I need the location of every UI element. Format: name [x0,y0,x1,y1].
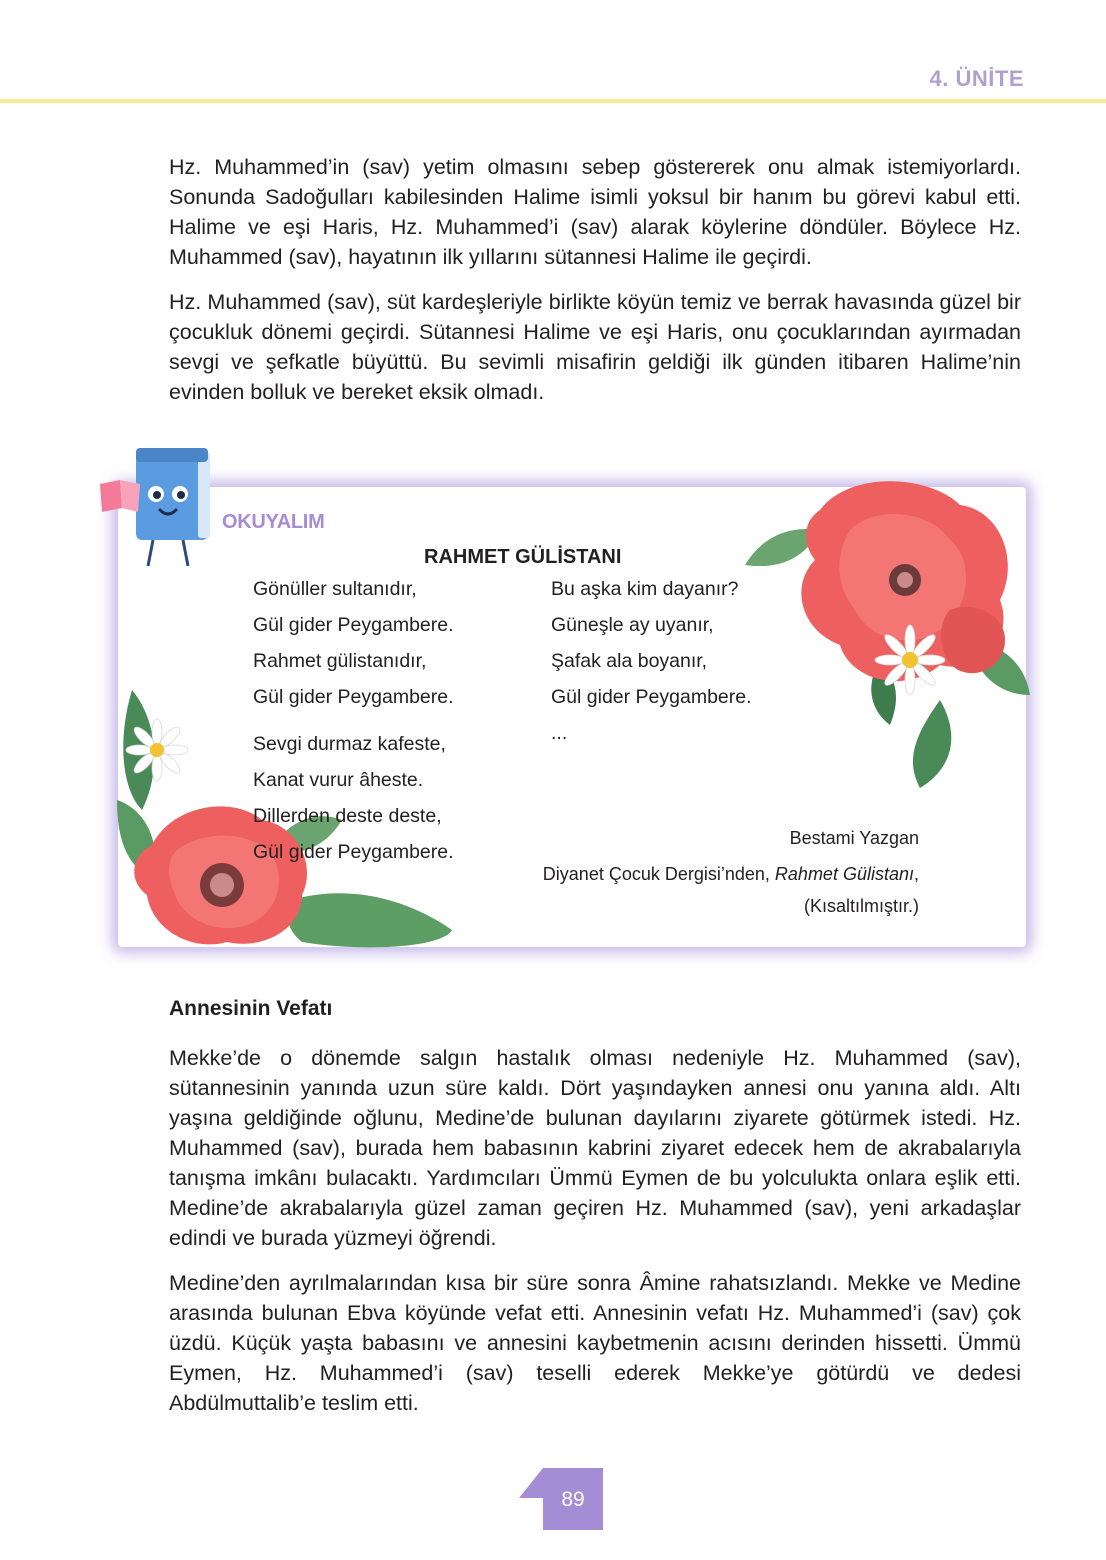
body-paragraph-2: Hz. Muhammed (sav), süt kardeşleriyle birlikte köyün temiz ve berrak havasında güzel bir çocukluk dönemi geçirdi. Sütannesi Halime ve eşi Haris, onu çocuklarından ayırmadan sevgi ve şefkatle büyüttü. Bu sevimli misafirin geldiği ilk günden itibaren Halime’nin evinden bolluk ve bereket eksik olmadı. [169,290,1021,404]
poem-line: Gül gider Peygambere. [253,686,454,708]
poem-line: Gönüller sultanıdır, [253,578,417,600]
poem-author: Bestami Yazgan [789,828,919,848]
header-rule [0,99,1106,103]
top-right-flowers [700,470,1030,790]
poem-source [543,864,919,885]
body-paragraph-4: Medine’den ayrılmalarından kısa bir süre sonra Âmine rahatsızlandı. Mekke ve Medine arasında bulunan Ebva köyünde vefat etti. Annesinin vefatı Hz. Muhammed’i (sav) çok üzdü. Küçük yaşta babasını ve annesini kaybetmenin acısını derinden hissetti. Ümmü Eymen, Hz. Muhammed’i (sav) teselli ederek Mekke’ye götürdü ve dedesi Abdülmuttalib’e teslim etti. [169,1271,1021,1415]
okuyalim-label: OKUYALIM [222,511,325,533]
page-number: 89 [561,1488,585,1511]
body-paragraph-1: Hz. Muhammed’in (sav) yetim olmasını sebep göstererek onu almak istemiyorlardı. Sonunda Sadoğulları kabilesinden Halime isimli yoksul bir hanım bu görevi kabul etti. Halime ve eşi Haris, Hz. Muhammed’i (sav) alarak köylerine döndüler. Böylece Hz. Muhammed (sav), hayatının ilk yıllarını sütannesi Halime ile geçirdi. [169,155,1021,269]
section-heading: Annesinin Vefatı [169,997,333,1020]
daisy-flower-icon [875,625,945,695]
poem-line: ... [551,722,568,744]
poem-line: Gül gider Peygambere. [253,614,454,636]
poem-line: Rahmet gülistanıdır, [253,650,427,672]
source-suffix: , [913,864,919,884]
body-paragraph-3: Mekke’de o dönemde salgın hastalık olması nedeniyle Hz. Muhammed (sav), sütannesinin yanında uzun süre kaldı. Dört yaşındayken annesi onu yanına aldı. Altı yaşına geldiğinde oğlunu, Medine’de bulunan dayılarını ziyarete götürmek istedi. Hz. Muhammed (sav), burada hem babasının kabrini ziyaret edecek hem de akrabalarıyla tanışma imkânı bulacaktı. Yardımcıları Ümmü Eymen de bu yolculukta onlara eşlik etti. Medine’de akrabalarıyla güzel zaman geçiren Hz. Muhammed (sav), yeni arkadaşlar edindi ve burada yüzmeyi öğrendi. [169,1046,1021,1250]
source-title: Rahmet Gülistanı [774,864,914,884]
unit-label: 4. ÜNİTE [929,66,1024,91]
poem-line: Gül gider Peygambere. [551,686,752,708]
poem-line: Şafak ala boyanır, [551,650,708,672]
source-note: (Kısaltılmıştır.) [803,896,919,916]
poem-line: Gül gider Peygambere. [253,841,454,863]
book-mascot-icon [98,442,220,570]
poem-line: Dillerden deste deste, [253,805,442,827]
poem-line: Kanat vurur âheste. [253,769,424,791]
poem-line: Sevgi durmaz kafeste, [253,733,446,755]
source-prefix: Diyanet Çocuk Dergisi’nden, [542,864,775,884]
poem-line: Bu aşka kim dayanır? [551,578,739,600]
poem-line: Güneşle ay uyanır, [551,614,714,636]
daisy-flower-icon [126,719,188,781]
poem-title: RAHMET GÜLİSTANI [424,546,622,568]
